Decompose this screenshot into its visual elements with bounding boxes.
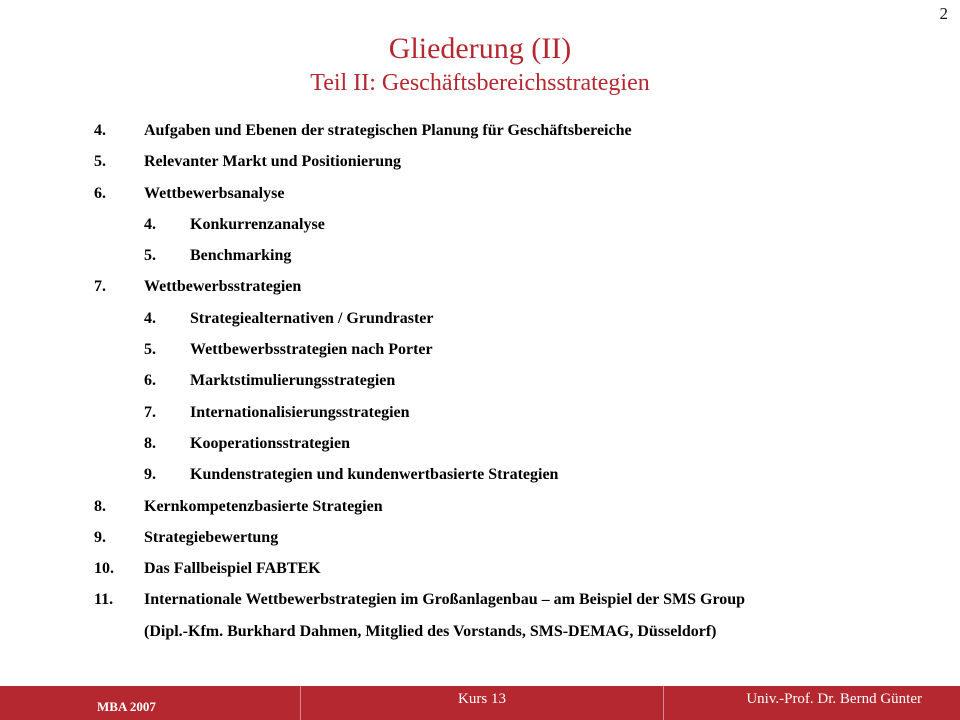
outline-text: Wettbewerbsstrategien bbox=[144, 278, 302, 296]
page-subtitle: Teil II: Geschäftsbereichsstrategien bbox=[310, 70, 650, 96]
outline-text: Relevanter Markt und Positionierung bbox=[144, 153, 402, 171]
footer-bar bbox=[0, 686, 960, 720]
outline-subitem bbox=[94, 211, 934, 242]
outline-text: Das Fallbeispiel FABTEK bbox=[144, 560, 321, 578]
page-number: 2 bbox=[939, 4, 948, 23]
outline-number: 4. bbox=[144, 309, 156, 327]
outline-text: (Dipl.-Kfm. Burkhard Dahmen, Mitglied des Vorstands, SMS-DEMAG, Düsseldorf) bbox=[144, 622, 717, 640]
outline-text: Internationalisierungsstrategien bbox=[190, 403, 410, 421]
outline-number: 9. bbox=[94, 528, 106, 546]
outline-continuation bbox=[94, 618, 934, 649]
outline-number: 7. bbox=[94, 278, 106, 296]
outline-item bbox=[94, 555, 934, 586]
outline-text: Kernkompetenzbasierte Strategien bbox=[144, 497, 383, 515]
page-title: Gliederung (II) bbox=[388, 32, 572, 65]
outline-number: 4. bbox=[144, 215, 156, 233]
outline-subitem bbox=[94, 430, 934, 461]
outline-text: Wettbewerbsanalyse bbox=[144, 184, 285, 202]
footer-center bbox=[300, 686, 664, 720]
outline-number: 6. bbox=[94, 184, 106, 202]
outline-text: Kooperationsstrategien bbox=[190, 434, 350, 452]
outline-text: Wettbewerbsstrategien nach Porter bbox=[190, 341, 433, 359]
outline-text: Internationale Wettbewerbstrategien im Großanlagenbau – am Beispiel der SMS Group bbox=[144, 591, 746, 609]
outline-number: 5. bbox=[144, 341, 156, 359]
outline-number: 9. bbox=[144, 466, 156, 484]
outline-number: 8. bbox=[94, 497, 106, 515]
outline-list bbox=[94, 117, 934, 649]
outline-number: 10. bbox=[94, 560, 114, 578]
outline-subitem bbox=[94, 242, 934, 273]
outline-item bbox=[94, 180, 934, 211]
footer-right bbox=[663, 686, 960, 720]
outline-text: Marktstimulierungsstrategien bbox=[190, 372, 396, 390]
outline-subitem bbox=[94, 305, 934, 336]
outline-subitem bbox=[94, 461, 934, 492]
outline-item bbox=[94, 148, 934, 179]
outline-text: Strategiealternativen / Grundraster bbox=[190, 309, 434, 327]
outline-item bbox=[94, 586, 934, 617]
outline-item bbox=[94, 117, 934, 148]
outline-text: Kundenstrategien und kundenwertbasierte Strategien bbox=[190, 466, 559, 484]
outline-item bbox=[94, 493, 934, 524]
outline-text: Strategiebewertung bbox=[144, 528, 279, 546]
footer-author: Univ.-Prof. Dr. Bernd Günter bbox=[746, 691, 922, 707]
outline-number: 8. bbox=[144, 434, 156, 452]
outline-subitem bbox=[94, 336, 934, 367]
outline-subitem bbox=[94, 399, 934, 430]
outline-number: 6. bbox=[144, 372, 156, 390]
outline-number: 5. bbox=[94, 153, 106, 171]
outline-subitem bbox=[94, 367, 934, 398]
outline-number: 11. bbox=[94, 591, 114, 609]
outline-text: Aufgaben und Ebenen der strategischen Planung für Geschäftsbereiche bbox=[144, 122, 632, 139]
outline-text: Benchmarking bbox=[190, 247, 292, 265]
footer-left bbox=[0, 686, 300, 720]
outline-item bbox=[94, 273, 934, 304]
outline-number: 7. bbox=[144, 403, 156, 421]
outline-number: 4. bbox=[94, 122, 106, 139]
footer-course-label: MBA 2007 bbox=[97, 699, 156, 714]
outline-item bbox=[94, 524, 934, 555]
footer-course-number: Kurs 13 bbox=[458, 691, 506, 707]
outline-text: Konkurrenzanalyse bbox=[190, 215, 325, 233]
outline-number: 5. bbox=[144, 247, 156, 265]
